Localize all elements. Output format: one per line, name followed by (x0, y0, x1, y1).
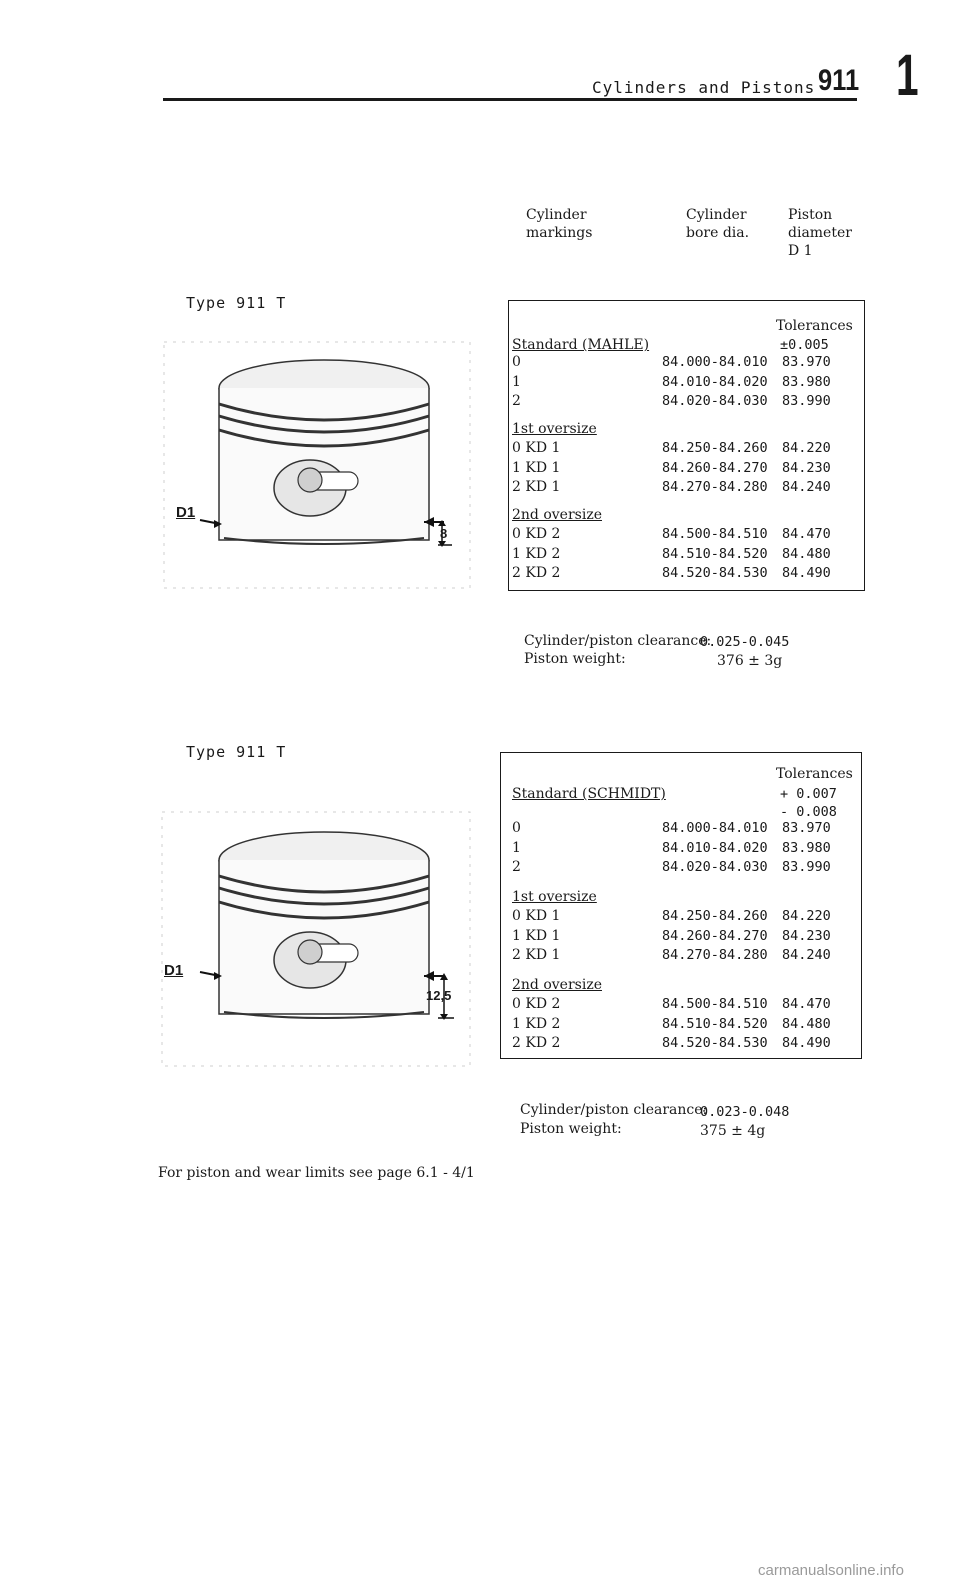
bore-diameter: 84.510-84.520 (662, 1015, 768, 1032)
bore-diameter: 84.510-84.520 (662, 545, 768, 562)
type-label-2: Type 911 T (186, 743, 287, 761)
type-label-1: Type 911 T (186, 294, 287, 312)
piston-diameter: 84.230 (782, 459, 831, 476)
table-row (512, 460, 852, 480)
footer-note: For piston and wear limits see page 6.1 - 4/1 (158, 1165, 475, 1181)
cylinder-marking: 0 KD 2 (512, 526, 561, 542)
header-rule (163, 98, 857, 101)
piston-drawing-icon (162, 340, 472, 590)
cylinder-marking: 0 KD 1 (512, 440, 561, 456)
piston-diameter: 83.990 (782, 859, 831, 875)
table-row (512, 440, 852, 460)
tolerances-header-2: Tolerances (776, 766, 853, 782)
table-row (512, 996, 852, 1016)
weight-label-1: Piston weight: (524, 651, 626, 667)
bore-diameter: 84.270-84.280 (662, 947, 768, 963)
watermark: carmanualsonline.info (758, 1562, 904, 1579)
chapter-number: 1 (896, 43, 919, 108)
clearance-label-1: Cylinder/piston clearance: (524, 633, 712, 649)
piston-figure-2 (160, 810, 472, 1068)
piston-diameter: 84.480 (782, 1015, 831, 1032)
table-row (512, 820, 852, 840)
oversize-label: 2nd oversize (512, 976, 602, 993)
table-row (512, 393, 852, 413)
col-header-piston-diameter: Piston diameter D 1 (788, 207, 852, 259)
table-row (512, 354, 852, 374)
cylinder-marking: 1 KD 2 (512, 545, 561, 562)
bore-diameter: 84.270-84.280 (662, 479, 768, 495)
bore-diameter: 84.260-84.270 (662, 927, 768, 944)
col-header-bore: Cylinder bore dia. (686, 207, 750, 241)
dimension-label: 12,5 (426, 988, 452, 1003)
cylinder-marking: 2 (512, 393, 521, 409)
table-row (512, 859, 852, 879)
table-row (512, 1016, 852, 1036)
d1-label: D1 (164, 962, 184, 979)
dimension-label: 8 (440, 526, 448, 541)
clearance-label-2: Cylinder/piston clearance: (520, 1102, 708, 1118)
cylinder-marking: 0 KD 1 (512, 908, 561, 924)
piston-diameter: 84.480 (782, 545, 831, 562)
clearance-value-2: 0.023-0.048 (700, 1104, 790, 1120)
bore-diameter: 84.020-84.030 (662, 859, 768, 875)
bore-diameter: 84.020-84.030 (662, 393, 768, 409)
table-row (512, 479, 852, 499)
piston-diameter: 84.240 (782, 947, 831, 963)
model-number: 911 (818, 64, 860, 97)
weight-value-2: 375 ± 4g (700, 1123, 766, 1139)
cylinder-marking: 0 KD 2 (512, 996, 561, 1012)
piston-diameter: 83.990 (782, 393, 831, 409)
bore-diameter: 84.260-84.270 (662, 459, 768, 476)
tolerance-minus: - 0.008 (780, 804, 837, 820)
table-row (512, 1035, 852, 1055)
clearance-value-1: 0.025-0.045 (700, 634, 790, 650)
cylinder-marking: 0 (512, 354, 521, 370)
piston-diameter: 84.470 (782, 526, 831, 542)
cylinder-marking: 2 (512, 859, 521, 875)
piston-diameter: 83.980 (782, 373, 831, 390)
tolerances-header-1: Tolerances (776, 318, 853, 334)
bore-diameter: 84.000-84.010 (662, 354, 768, 370)
col-header-markings: Cylinder markings (526, 207, 593, 241)
cylinder-marking: 1 KD 2 (512, 1015, 561, 1032)
piston-drawing-icon (160, 810, 472, 1068)
piston-diameter: 84.240 (782, 479, 831, 495)
weight-value-1: 376 ± 3g (717, 653, 783, 669)
oversize-label: 2nd oversize (512, 506, 602, 523)
piston-diameter: 84.490 (782, 565, 831, 581)
standard-label-2: Standard (SCHMIDT) (512, 786, 666, 802)
tolerance-plus: + 0.007 (780, 786, 837, 802)
piston-diameter: 83.980 (782, 839, 831, 856)
table-row (512, 947, 852, 967)
piston-diameter: 84.220 (782, 908, 831, 924)
piston-diameter: 83.970 (782, 354, 831, 370)
cylinder-marking: 1 KD 1 (512, 459, 561, 476)
bore-diameter: 84.520-84.530 (662, 565, 768, 581)
cylinder-marking: 2 KD 2 (512, 565, 561, 581)
cylinder-marking: 0 (512, 820, 521, 836)
table-row (512, 565, 852, 585)
cylinder-marking: 2 KD 2 (512, 1035, 561, 1051)
bore-diameter: 84.010-84.020 (662, 839, 768, 856)
table-row (512, 526, 852, 546)
cylinder-marking: 1 KD 1 (512, 927, 561, 944)
standard-label-1: Standard (MAHLE) (512, 337, 650, 353)
bore-diameter: 84.250-84.260 (662, 440, 768, 456)
bore-diameter: 84.010-84.020 (662, 373, 768, 390)
bore-diameter: 84.000-84.010 (662, 820, 768, 836)
piston-figure-1 (162, 340, 472, 590)
tolerance-value-1: ±0.005 (780, 337, 829, 353)
bore-diameter: 84.250-84.260 (662, 908, 768, 924)
cylinder-marking: 2 KD 1 (512, 947, 561, 963)
bore-diameter: 84.500-84.510 (662, 526, 768, 542)
piston-diameter: 84.230 (782, 927, 831, 944)
cylinder-marking: 1 (512, 839, 521, 856)
cylinder-marking: 2 KD 1 (512, 479, 561, 495)
weight-label-2: Piston weight: (520, 1121, 622, 1137)
oversize-label: 1st oversize (512, 420, 597, 437)
piston-diameter: 84.490 (782, 1035, 831, 1051)
table-row (512, 546, 852, 566)
section-title: Cylinders and Pistons (592, 78, 816, 97)
piston-diameter: 83.970 (782, 820, 831, 836)
table-row (512, 928, 852, 948)
piston-diameter: 84.220 (782, 440, 831, 456)
cylinder-marking: 1 (512, 373, 521, 390)
bore-diameter: 84.520-84.530 (662, 1035, 768, 1051)
oversize-label: 1st oversize (512, 888, 597, 905)
table-row (512, 840, 852, 860)
d1-label: D1 (176, 504, 196, 521)
table-row (512, 374, 852, 394)
piston-diameter: 84.470 (782, 996, 831, 1012)
table-row (512, 908, 852, 928)
bore-diameter: 84.500-84.510 (662, 996, 768, 1012)
